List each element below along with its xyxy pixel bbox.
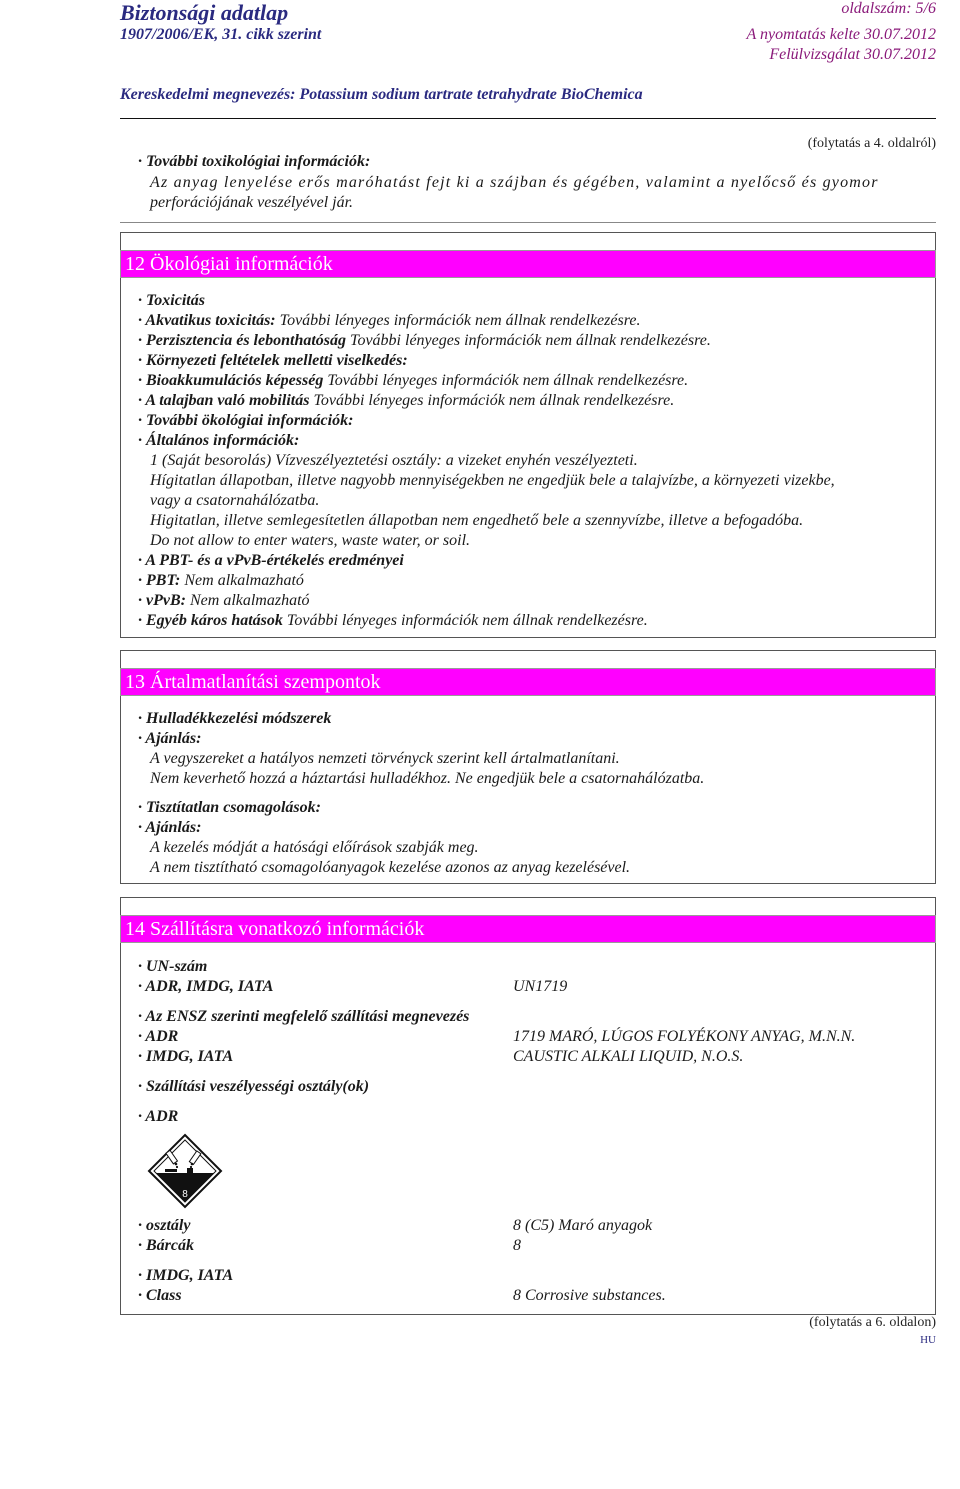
recommendation-label-1: · Ajánlás: (138, 730, 202, 747)
tox-text-1: Az anyag lenyelése erős maróhatást fejt ki a szájban és gégében, valamint a nyelőcső és gyomor (150, 174, 879, 191)
vpvb-text: Nem alkalmazható (185, 592, 310, 609)
osztaly-label: · osztály (138, 1217, 191, 1234)
placard-number: 8 (182, 1189, 188, 1200)
tox-label: · További toxikológiai információk: (138, 153, 371, 170)
packaging-text-1: A kezelés módját a hatósági előírások szabják meg. (150, 839, 479, 856)
un-number-value: UN1719 (513, 978, 568, 995)
persistence-row (138, 332, 711, 350)
further-eco-label: · További ökológiai információk: (138, 412, 354, 429)
header-divider (120, 118, 936, 119)
aquatic-toxicity-label: · Akvatikus toxicitás: (138, 312, 276, 329)
section-divider (120, 222, 936, 223)
imdg-iata-label-2: · IMDG, IATA (138, 1267, 234, 1284)
recommendation-label-2: · Ajánlás: (138, 819, 202, 836)
un-number-label: · UN-szám (138, 958, 208, 975)
packaging-label: · Tisztítatlan csomagolások: (138, 799, 321, 816)
section-13-header (120, 668, 936, 696)
vpvb-row (138, 592, 310, 610)
packaging-text-2: A nem tisztítható csomagolóanyagok kezelése azonos az anyag kezelésével. (150, 859, 631, 876)
section-13-title: 13 Ártalmatlanítási szempontok (125, 671, 381, 693)
aquatic-toxicity-text: További lényeges információk nem állnak rendelkezésre. (275, 312, 641, 329)
waste-text-1: A vegyszereket a hatályos nemzeti törvényck szerint kell ártalmatlanítani. (150, 750, 620, 767)
other-effects-text: További lényeges információk nem állnak rendelkezésre. (282, 612, 648, 629)
osztaly-value: 8 (C5) Maró anyagok (513, 1217, 653, 1234)
adr-label: · ADR (138, 1028, 179, 1045)
soil-mobility-row (138, 392, 674, 410)
pbt-label: · PBT: (138, 572, 181, 589)
class-value: 8 Corrosive substances. (513, 1287, 666, 1304)
vpvb-label: · vPvB: (138, 592, 186, 609)
environment-behaviour-label: · Környezeti feltételek melletti viselkedés: (138, 352, 408, 369)
document-title: Biztonsági adatlap (120, 0, 289, 25)
bioaccumulation-label: · Bioakkumulációs képesség (138, 372, 324, 389)
soil-mobility-text: További lényeges információk nem állnak rendelkezésre. (309, 392, 675, 409)
barcak-label: · Bárcák (138, 1237, 194, 1254)
persistence-text: További lényeges információk nem állnak rendelkezésre. (346, 332, 711, 349)
un-shipping-name-label: · Az ENSZ szerinti megfelelő szállítási megnevezés (138, 1008, 470, 1025)
pbt-heading: · A PBT- és a vPvB-értékelés eredményei (138, 552, 404, 569)
barcak-value: 8 (513, 1237, 521, 1254)
regulation-reference: 1907/2006/EK, 31. cikk szerint (120, 26, 322, 43)
print-date: A nyomtatás kelte 30.07.2012 (746, 26, 936, 43)
section-12-title: 12 Ökológiai információk (125, 253, 333, 275)
waste-methods-label: · Hulladékkezelési módszerek (138, 710, 332, 727)
general-info-1: 1 (Saját besorolás) Vízveszélyeztetési osztály: a vizeket enyhén veszélyezteti. (150, 452, 638, 469)
hazard-class-heading: · Szállítási veszélyességi osztály(ok) (138, 1078, 370, 1095)
trade-name: Kereskedelmi megnevezés: Potassium sodium tartrate tetrahydrate BioChemica (120, 86, 643, 103)
persistence-label: · Perzisztencia és lebonthatóság (138, 332, 347, 349)
general-info-5: Do not allow to enter waters, waste water, or soil. (150, 532, 471, 549)
language-code: HU (920, 1334, 936, 1346)
waste-text-2: Nem keverhető hozzá a háztartási hulladékhoz. Ne engedjük bele a csatornahálózatba. (150, 770, 705, 787)
general-info-label: · Általános információk: (138, 432, 300, 449)
pbt-row (138, 572, 304, 590)
general-info-3: vagy a csatornahálózatba. (150, 492, 320, 509)
revision-date: Felülvizsgálat 30.07.2012 (769, 46, 936, 63)
section-12-header (120, 250, 936, 278)
soil-mobility-label: · A talajban való mobilitás (138, 392, 310, 409)
page-number: oldalszám: 5/6 (841, 0, 936, 17)
adr-label-2: · ADR (138, 1108, 179, 1125)
continued-to: (folytatás a 6. oldalon) (809, 1315, 936, 1330)
section-14-header (120, 915, 936, 943)
other-effects-row (138, 612, 648, 630)
tox-text-2: perforációjának veszélyével jár. (150, 194, 354, 211)
continued-from: (folytatás a 4. oldalról) (807, 136, 936, 151)
imdg-iata-shipping-name: CAUSTIC ALKALI LIQUID, N.O.S. (513, 1048, 744, 1065)
class-label: · Class (138, 1287, 182, 1304)
corrosive-placard-icon (147, 1133, 223, 1209)
bioaccumulation-row (138, 372, 688, 390)
section-14-frame (120, 897, 936, 1315)
bioaccumulation-text: További lényeges információk nem állnak rendelkezésre. (323, 372, 689, 389)
imdg-iata-label: · IMDG, IATA (138, 1048, 234, 1065)
toxicitas-label: · Toxicitás (138, 292, 205, 309)
aquatic-toxicity-row (138, 312, 640, 330)
adr-shipping-name: 1719 MARÓ, LÚGOS FOLYÉKONY ANYAG, M.N.N. (513, 1028, 856, 1045)
section-14-title: 14 Szállításra vonatkozó információk (125, 918, 425, 940)
pbt-text: Nem alkalmazható (180, 572, 304, 589)
adr-imdg-iata-label: · ADR, IMDG, IATA (138, 978, 274, 995)
general-info-2: Hígitatlan állapotban, illetve nagyobb mennyiségekben ne engedjük bele a talajvízbe, a környezeti vizekbe, (150, 472, 835, 489)
general-info-4: Higitatlan, illetve semlegesítetlen állapotban nem engedhető bele a szennyvízbe, illetve a befogadóba. (150, 512, 804, 529)
other-effects-label: · Egyéb káros hatások (138, 612, 283, 629)
